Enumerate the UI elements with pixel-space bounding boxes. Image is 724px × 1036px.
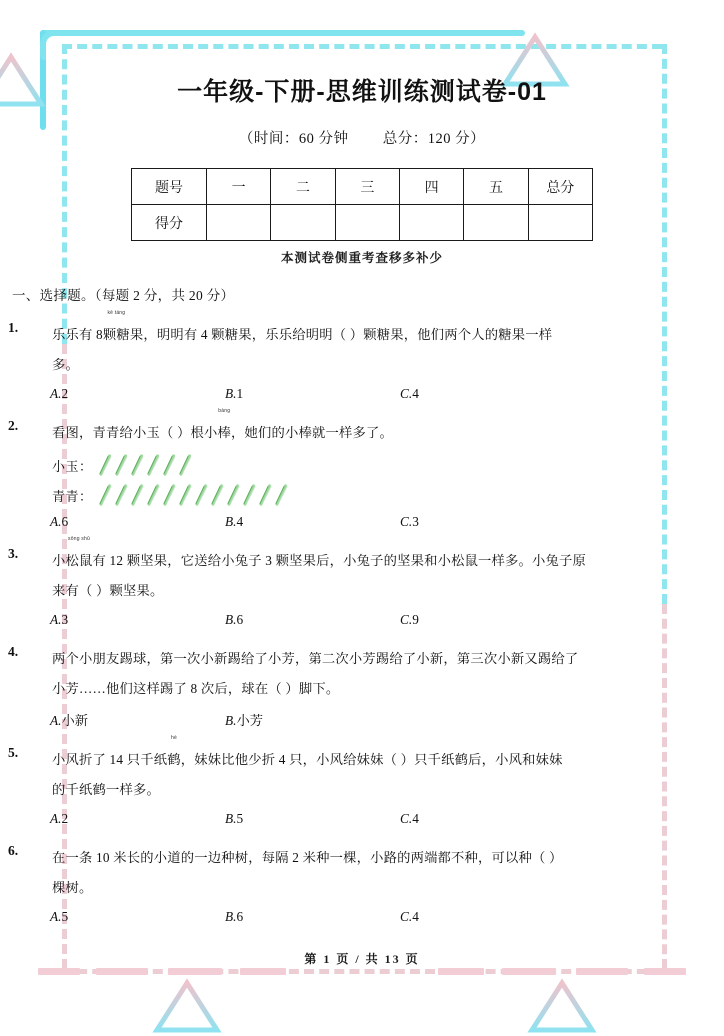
option-letter: B. xyxy=(225,514,237,529)
option-value: 5 xyxy=(61,909,69,924)
stick-icon xyxy=(129,453,145,477)
pinyin-annotated-word: hè 鹤 xyxy=(167,735,181,767)
option-a[interactable] xyxy=(50,514,225,530)
option-letter: A. xyxy=(50,909,62,924)
stick-figure-row-xiaoyu xyxy=(34,452,724,478)
section-heading: 一、选择题。（每题 2 分，共 20 分） xyxy=(12,288,235,303)
option-a[interactable] xyxy=(50,909,225,925)
option-value: 5 xyxy=(236,811,244,826)
option-value: 4 xyxy=(412,909,419,924)
option-letter: A. xyxy=(50,514,62,529)
score-cell[interactable] xyxy=(271,205,335,241)
option-letter: B. xyxy=(225,612,237,627)
question-line: 小 sōng shǔ 松鼠有 12 颗坚果，它送给小兔子 3 颗坚果后，小兔子的坚果和小松鼠一样多。小兔子原 xyxy=(52,546,724,576)
option-a[interactable] xyxy=(50,612,225,628)
question-line: 的千纸鹤一样多。 xyxy=(52,782,160,797)
option-value: 小芳 xyxy=(236,713,264,728)
option-list xyxy=(34,612,724,628)
question-2 xyxy=(0,408,724,530)
page-number: 第 1 页 / 共 13 页 xyxy=(298,950,425,967)
option-value: 6 xyxy=(61,514,69,529)
option-letter: C. xyxy=(400,811,413,826)
option-letter: A. xyxy=(50,811,62,826)
question-1 xyxy=(0,310,724,402)
score-cell[interactable] xyxy=(335,205,399,241)
question-3 xyxy=(0,536,724,628)
question-line: 两个小朋友踢球，第一次小新踢给了小芳，第二次小芳踢给了小新，第三次小新又踢给了 xyxy=(52,651,579,666)
question-text xyxy=(34,843,724,903)
option-c[interactable] xyxy=(400,909,575,925)
stick-icon xyxy=(257,483,273,507)
score-cell[interactable] xyxy=(464,205,528,241)
option-letter: C. xyxy=(400,909,413,924)
option-list xyxy=(34,909,724,925)
exam-duration: （时间：60 分钟 xyxy=(238,131,349,147)
pinyin-annotation: bàng xyxy=(218,408,231,414)
option-letter: B. xyxy=(225,713,237,728)
option-c[interactable] xyxy=(400,514,575,530)
question-number: 1. xyxy=(8,320,19,335)
table-header-cell: 一 xyxy=(207,169,271,205)
option-letter: A. xyxy=(50,386,62,401)
option-value: 2 xyxy=(61,811,69,826)
option-list xyxy=(34,514,724,530)
question-text xyxy=(34,408,724,448)
option-b[interactable] xyxy=(225,710,400,729)
score-cell[interactable] xyxy=(528,205,592,241)
option-c[interactable] xyxy=(400,811,575,827)
exam-total-score: 总分：120 分） xyxy=(382,131,486,147)
question-number: 2. xyxy=(8,418,19,433)
option-a[interactable] xyxy=(50,710,225,729)
stick-icon xyxy=(113,483,129,507)
table-header-cell: 三 xyxy=(335,169,399,205)
pinyin-annotation: sōng shǔ xyxy=(68,536,90,542)
score-table xyxy=(131,168,593,241)
triangle-decoration-bottom-right xyxy=(527,978,597,1036)
question-line: 看图，青青给小玉（ ）根小 bàng 棒，她们的小棒就一样多了。 xyxy=(52,418,724,448)
question-number: 6. xyxy=(8,843,19,858)
footer-decoration xyxy=(0,968,724,975)
option-list xyxy=(34,811,724,827)
option-letter: A. xyxy=(50,713,62,728)
option-b[interactable] xyxy=(225,909,400,925)
question-line: 小风折了 14 只千纸 hè 鹤，妹妹比他少折 4 只，小风给妹妹（ ）只千纸鹤后，小风和妹妹 xyxy=(52,745,724,775)
option-value: 4 xyxy=(236,514,244,529)
stick-icon xyxy=(129,483,145,507)
question-line: 乐乐有 8 kē táng 颗糖果，明明有 4 颗糖果，乐乐给明明（ ）颗糖果，他们两个人的糖果一样 xyxy=(52,320,724,350)
option-letter: B. xyxy=(225,909,237,924)
option-c[interactable] xyxy=(400,386,575,402)
question-line: 在一条 10 米长的小道的一边种树，每隔 2 米种一棵，小路的两端都不种，可以种（ ） xyxy=(52,850,563,865)
table-header-cell: 总分 xyxy=(528,169,592,205)
stick-icon xyxy=(273,483,289,507)
option-b[interactable] xyxy=(225,386,400,402)
stick-icon xyxy=(145,483,161,507)
table-header-cell: 二 xyxy=(271,169,335,205)
pinyin-annotated-word: bàng 棒 xyxy=(217,408,231,440)
question-4 xyxy=(0,644,724,729)
triangle-decoration-bottom-left xyxy=(152,978,222,1036)
table-row xyxy=(132,205,593,241)
pinyin-annotated-word: sōng shǔ 松鼠 xyxy=(65,536,93,568)
option-b[interactable] xyxy=(225,612,400,628)
stick-icon xyxy=(177,453,193,477)
question-text xyxy=(34,536,724,606)
score-row-label: 得分 xyxy=(132,205,207,241)
option-value: 6 xyxy=(236,612,244,627)
stick-icon xyxy=(209,483,225,507)
option-value: 4 xyxy=(412,811,419,826)
question-5 xyxy=(0,735,724,827)
table-header-cell: 五 xyxy=(464,169,528,205)
option-c[interactable] xyxy=(400,612,575,628)
question-number: 4. xyxy=(8,644,19,659)
option-a[interactable] xyxy=(50,386,225,402)
option-list xyxy=(34,710,724,729)
table-header-cell: 四 xyxy=(399,169,463,205)
option-value: 1 xyxy=(236,386,244,401)
question-line: 棵树。 xyxy=(52,880,93,895)
stick-icon xyxy=(225,483,241,507)
page-footer xyxy=(0,950,724,968)
question-number: 5. xyxy=(8,745,19,760)
score-table-container xyxy=(0,168,724,241)
option-letter: C. xyxy=(400,514,413,529)
pinyin-annotated-word: kē táng 颗糖 xyxy=(102,310,130,342)
question-number: 3. xyxy=(8,546,19,561)
option-value: 3 xyxy=(412,514,419,529)
option-b[interactable] xyxy=(225,514,400,530)
exam-focus-note: 本测试卷侧重考查移多补少 xyxy=(280,251,443,265)
stick-icon xyxy=(97,453,113,477)
option-letter: B. xyxy=(225,811,237,826)
stick-icon xyxy=(177,483,193,507)
stick-figure-row-qingqing xyxy=(34,482,724,508)
question-line: 多。 xyxy=(52,357,79,372)
option-list xyxy=(34,386,724,402)
option-letter: C. xyxy=(400,386,413,401)
option-letter: B. xyxy=(225,386,237,401)
score-cell[interactable] xyxy=(399,205,463,241)
option-value: 4 xyxy=(412,386,419,401)
stick-icon xyxy=(241,483,257,507)
stick-group-qingqing xyxy=(97,483,289,507)
pinyin-annotation: kē táng xyxy=(107,310,126,316)
option-letter: A. xyxy=(50,612,62,627)
question-line: 小芳……他们这样踢了 8 次后，球在（ ）脚下。 xyxy=(52,681,340,696)
option-value: 9 xyxy=(412,612,419,627)
option-b[interactable] xyxy=(225,811,400,827)
option-value: 6 xyxy=(236,909,244,924)
table-row-header xyxy=(132,169,593,205)
stick-row-label: 青青： xyxy=(52,488,93,504)
question-6 xyxy=(0,843,724,925)
option-value: 小新 xyxy=(61,713,89,728)
stick-group-xiaoyu xyxy=(97,453,193,477)
stick-icon xyxy=(161,453,177,477)
exam-meta xyxy=(0,127,724,148)
option-letter: C. xyxy=(400,612,413,627)
score-cell[interactable] xyxy=(207,205,271,241)
option-a[interactable] xyxy=(50,811,225,827)
question-text xyxy=(34,310,724,380)
question-text xyxy=(34,644,724,704)
stick-icon xyxy=(193,483,209,507)
table-header-cell: 题号 xyxy=(132,169,207,205)
question-list xyxy=(0,310,724,925)
stick-icon xyxy=(113,453,129,477)
stick-icon xyxy=(161,483,177,507)
question-text xyxy=(34,735,724,805)
pinyin-annotation: hè xyxy=(171,735,177,741)
option-value: 2 xyxy=(61,386,69,401)
option-value: 3 xyxy=(61,612,69,627)
page-title: 一年级-下册-思维训练测试卷-01 xyxy=(177,78,547,106)
stick-row-label: 小玉： xyxy=(52,458,93,474)
question-line: 来有（ ）颗坚果。 xyxy=(52,583,164,598)
stick-icon xyxy=(145,453,161,477)
stick-icon xyxy=(97,483,113,507)
